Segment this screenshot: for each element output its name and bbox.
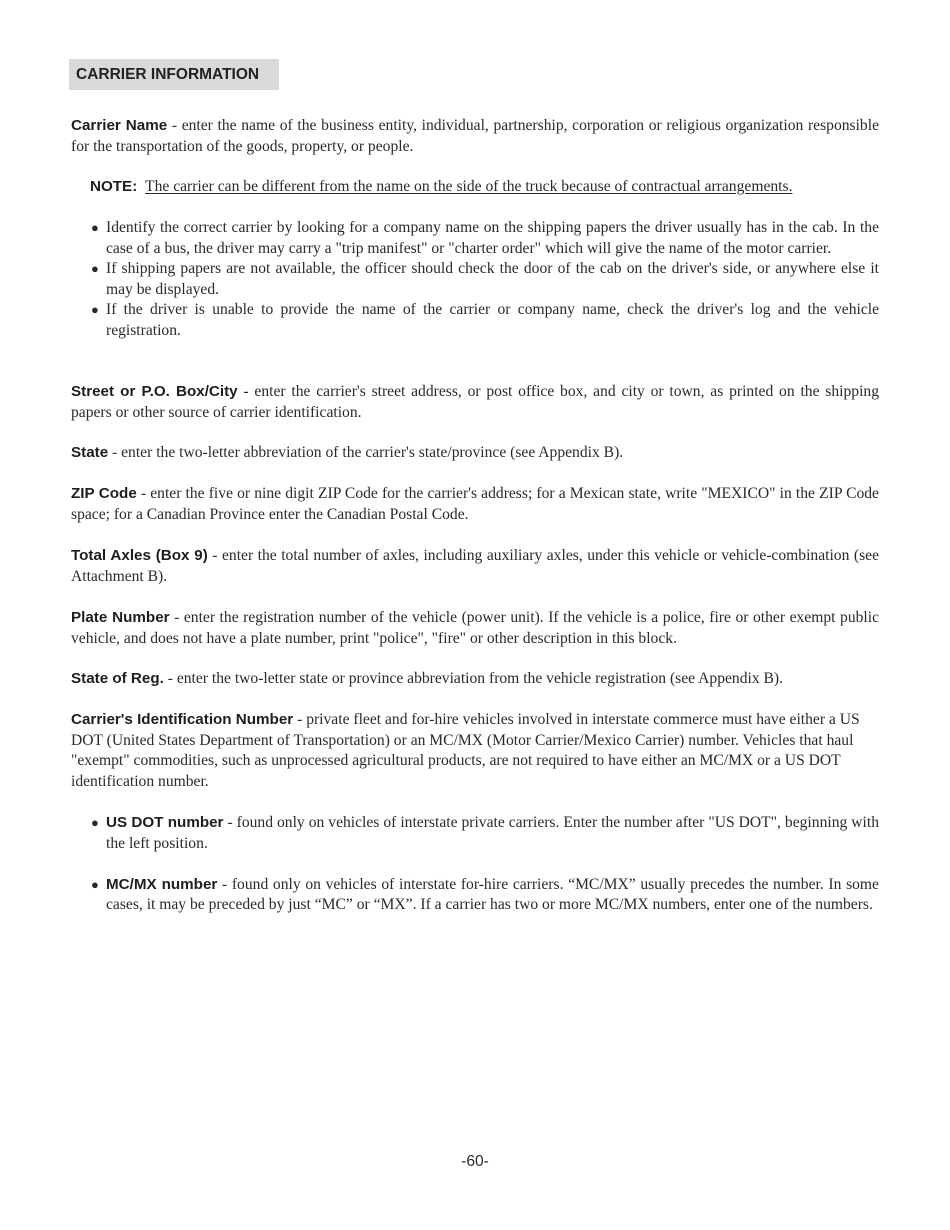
- plate-text: - enter the registration number of the vehicle (power unit). If the vehicle is a police, fire or other exempt public vehicle, and does not have a plate number, print "police", "fire" or other description in this block.: [71, 609, 880, 647]
- note-text: The carrier can be different from the name on the side of the truck because of contractual arrangements.: [145, 178, 793, 195]
- bullet-icon: ●: [91, 261, 99, 277]
- list-item: [71, 300, 879, 341]
- state-paragraph: [71, 443, 879, 464]
- bullet-icon: ●: [91, 876, 99, 892]
- carrier-name-text: - enter the name of the business entity, individual, partnership, corporation or religious organization responsible for the transportation of the goods, property, or people.: [71, 117, 879, 155]
- state-reg-label: State of Reg.: [71, 670, 164, 687]
- list-item: [71, 813, 879, 854]
- us-dot-label: US DOT number: [106, 814, 224, 831]
- zip-paragraph: [71, 484, 879, 525]
- mc-mx-text: - found only on vehicles of interstate for-hire carriers. “MC/MX” usually precedes the number. In some cases, it may be preceded by just “MC” or “MX”. If a carrier has two or more MC/MX numbers, enter one of the numbers.: [106, 875, 879, 914]
- carrier-id-text: - private fleet and for-hire vehicles involved in interstate commerce must have either a US DOT (United States Department of Transportation) or an MC/MX (Motor Carrier/Mexico Carrier) number. Vehicles that haul "exempt" commodities, such as unprocessed agricultural products, are not required to have either an MC/MX or a US DOT identification number.: [71, 711, 860, 790]
- state-text: - enter the two-letter abbreviation of the carrier's state/province (see Appendix B).: [108, 444, 624, 461]
- note-label: NOTE:: [90, 178, 138, 195]
- bullet-text: If the driver is unable to provide the name of the carrier or company name, check the driver's log and the vehicle registration.: [106, 301, 879, 339]
- zip-text: - enter the five or nine digit ZIP Code for the carrier's address; for a Mexican state, write "MEXICO" in the ZIP Code space; for a Canadian Province enter the Canadian Postal Code.: [71, 485, 879, 523]
- list-item: [71, 259, 879, 300]
- carrier-bullet-list: [71, 218, 879, 342]
- axles-text: - enter the total number of axles, including auxiliary axles, under this vehicle or vehicle-combination (see Attachment B).: [71, 547, 879, 585]
- mc-mx-label: MC/MX number: [106, 875, 218, 893]
- bullet-icon: ●: [91, 815, 99, 830]
- state-label: State: [71, 444, 109, 461]
- list-item: [71, 875, 879, 916]
- street-label: Street or P.O. Box/City: [71, 383, 238, 400]
- zip-label: ZIP Code: [71, 485, 137, 502]
- bullet-icon: ●: [91, 302, 99, 318]
- carrier-name-label: Carrier Name: [71, 117, 168, 134]
- axles-label: Total Axles (Box 9): [71, 547, 208, 564]
- bullet-icon: ●: [91, 220, 99, 235]
- bullet-text: Identify the correct carrier by looking for a company name on the shipping papers the driver usually has in the cab. In the case of a bus, the driver may carry a "trip manifest" or "charter order" which will give the name of the motor carrier.: [106, 219, 879, 257]
- carrier-id-label: Carrier's Identification Number: [71, 711, 294, 728]
- state-reg-paragraph: [71, 669, 879, 690]
- carrier-id-paragraph: [71, 710, 879, 792]
- street-paragraph: [71, 382, 879, 423]
- section-header: CARRIER INFORMATION: [69, 59, 279, 90]
- plate-label: Plate Number: [71, 609, 170, 626]
- state-reg-text: - enter the two-letter state or province abbreviation from the vehicle registration (see Appendix B).: [163, 670, 784, 687]
- plate-paragraph: [71, 608, 879, 649]
- street-text: - enter the carrier's street address, or post office box, and city or town, as printed on the shipping papers or other source of carrier identification.: [71, 383, 880, 421]
- axles-paragraph: [71, 546, 879, 587]
- page-number: -60-: [461, 1153, 489, 1170]
- us-dot-text: - found only on vehicles of interstate private carriers. Enter the number after "US DOT", beginning with the left position.: [106, 814, 879, 852]
- note-paragraph: [90, 177, 879, 198]
- bullet-text: If shipping papers are not available, the officer should check the door of the cab on the driver's side, or anywhere else it may be displayed.: [106, 260, 879, 298]
- id-bullet-list: [71, 813, 879, 916]
- carrier-name-paragraph: [71, 116, 879, 157]
- list-item: [71, 218, 879, 259]
